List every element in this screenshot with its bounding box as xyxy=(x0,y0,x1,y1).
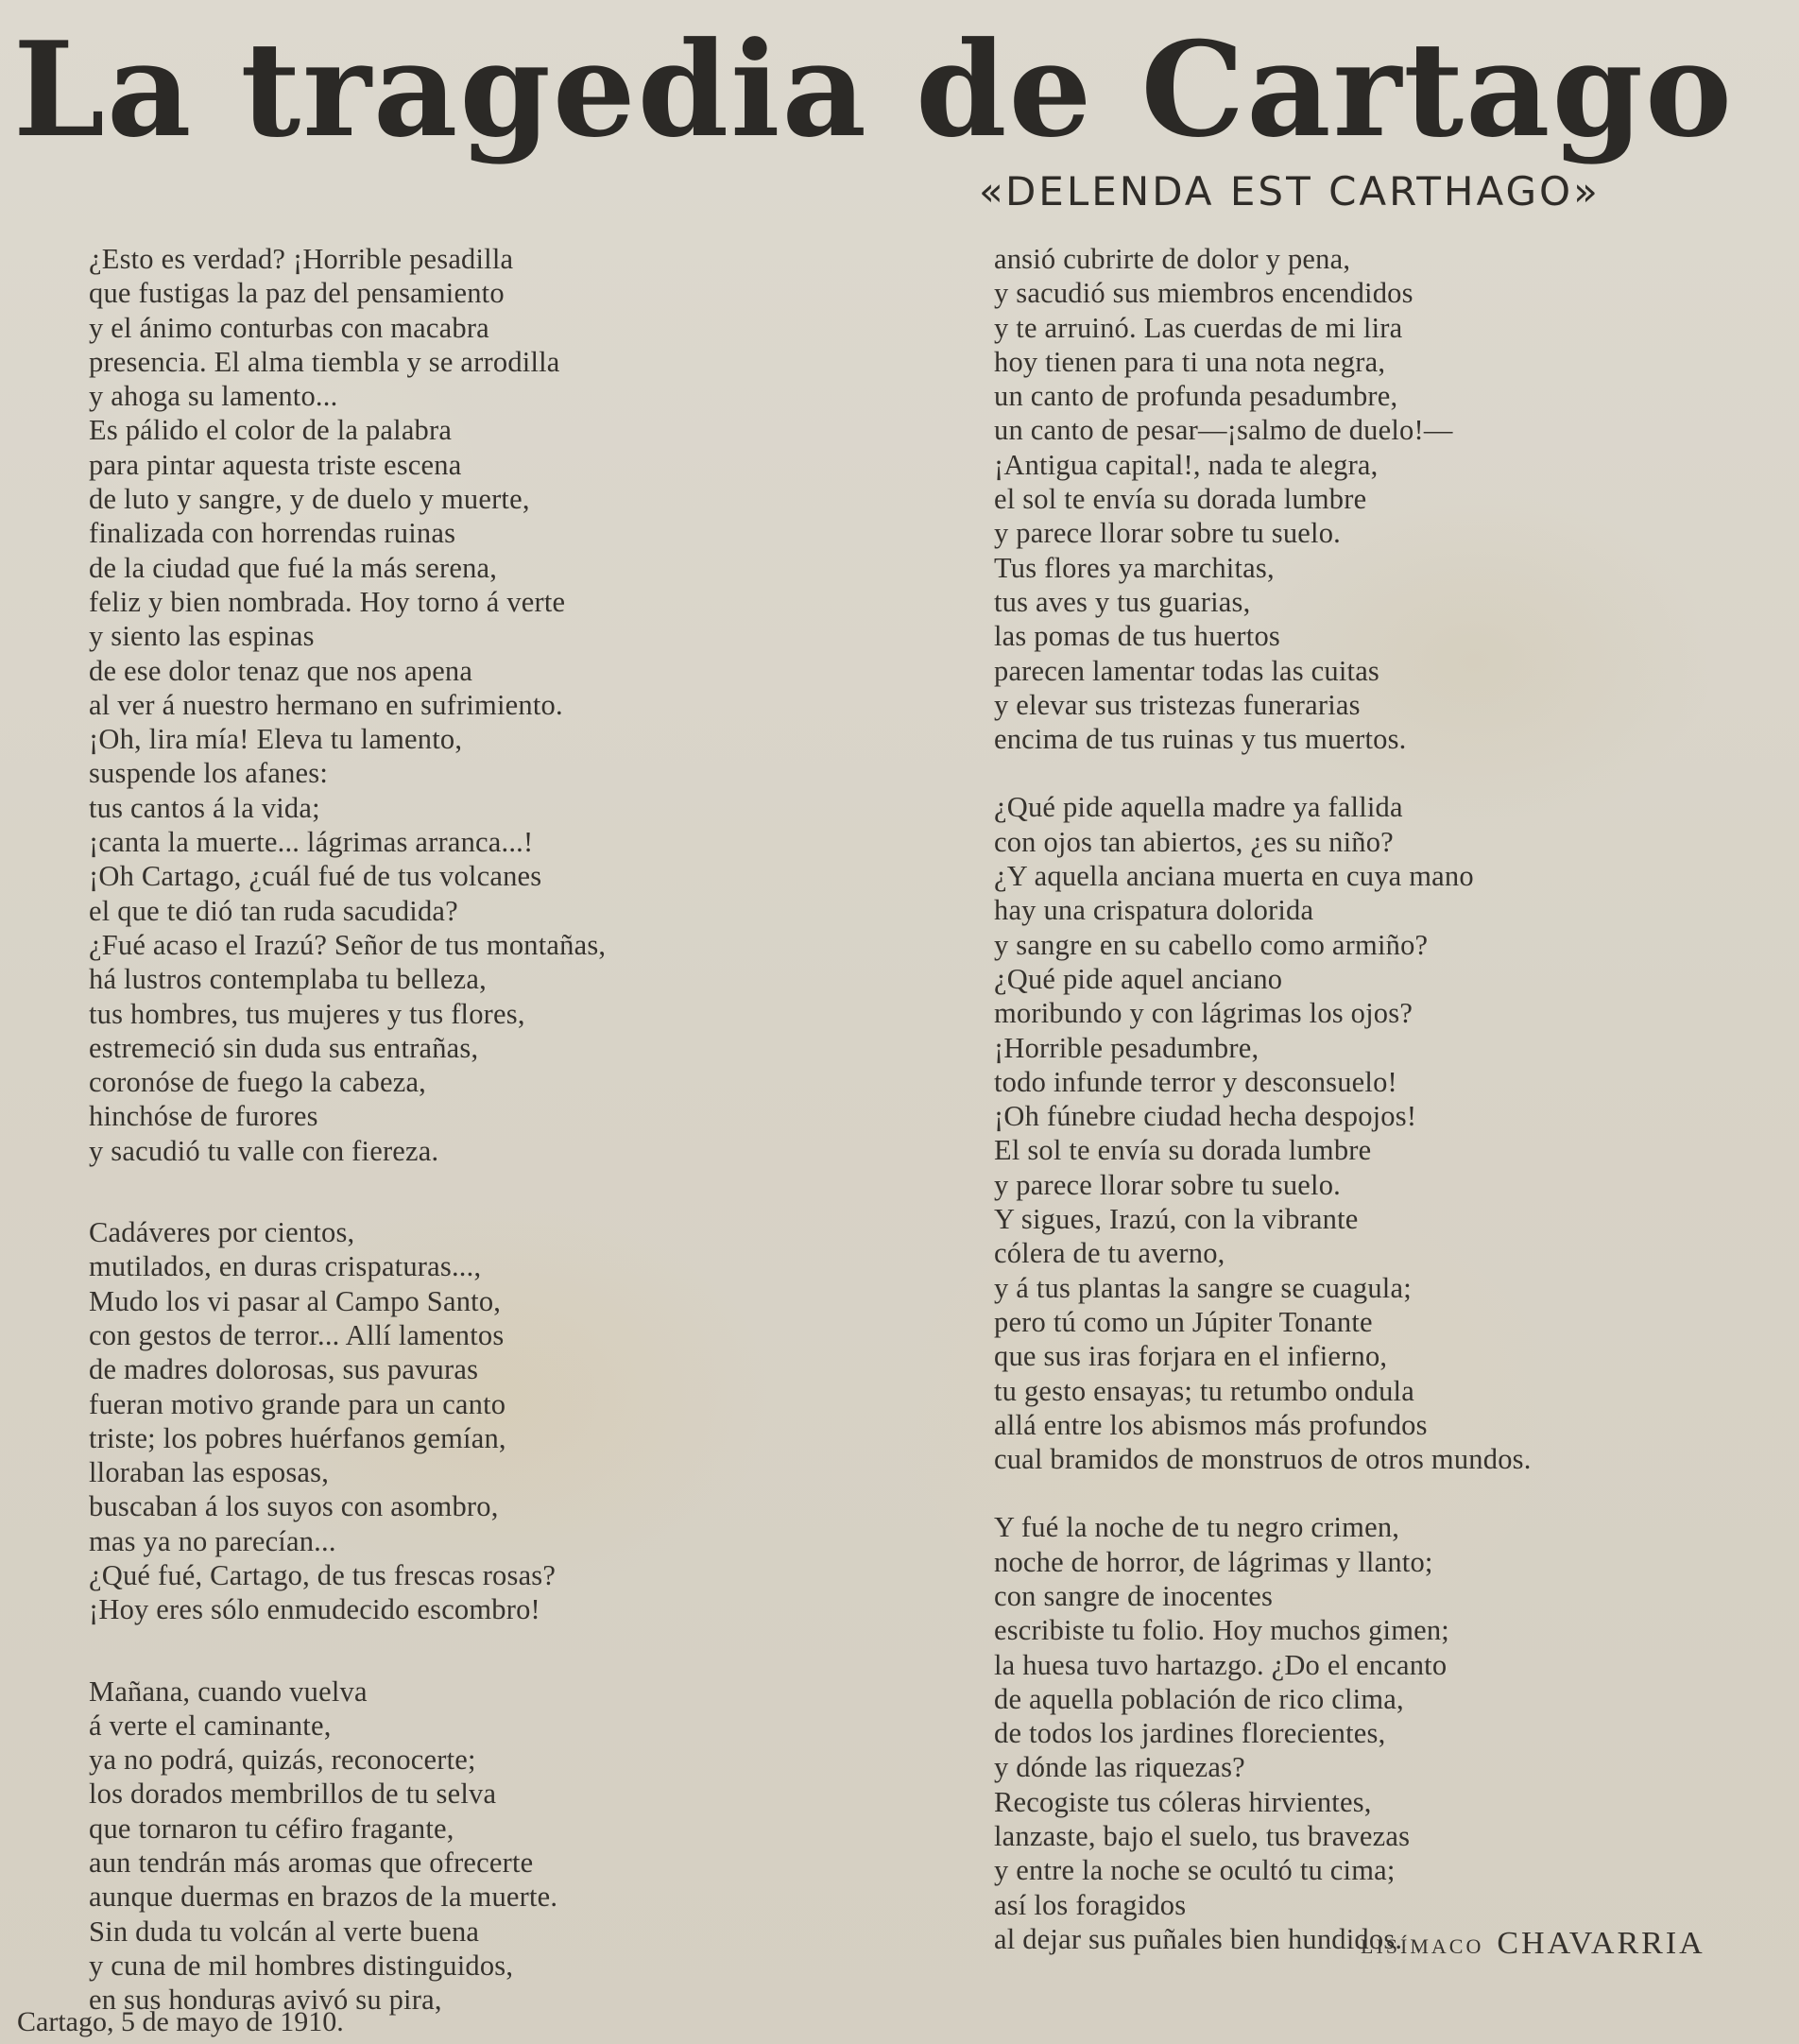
poem-line: coronóse de fuego la cabeza, xyxy=(89,1066,427,1099)
poem-line: tus hombres, tus mujeres y tus flores, xyxy=(89,997,525,1030)
poem-line: que tornaron tu céfiro fragante, xyxy=(89,1812,454,1845)
poem-line: Recogiste tus cóleras hirvientes, xyxy=(994,1785,1372,1818)
poem-line: y ahoga su lamento... xyxy=(89,380,338,413)
dateline: Cartago, 5 de mayo de 1910. xyxy=(17,2006,344,2037)
poem-line: cólera de tu averno, xyxy=(994,1237,1225,1270)
poem-line: presencia. El alma tiembla y se arrodilla xyxy=(89,345,560,378)
poem-line: ¡Horrible pesadumbre, xyxy=(994,1031,1259,1064)
poem-line: há lustros contemplaba tu belleza, xyxy=(89,963,487,996)
poem-line: tu gesto ensayas; tu retumbo ondula xyxy=(994,1374,1414,1407)
poem-subtitle: «DELENDA EST CARTHAGO» xyxy=(979,168,1601,215)
poem-line: todo infunde terror y desconsuelo! xyxy=(994,1065,1397,1098)
poem-line: ¡Oh fúnebre ciudad hecha despojos! xyxy=(994,1100,1417,1133)
poem-line: mutilados, en duras crispaturas..., xyxy=(89,1250,482,1283)
author-signature xyxy=(1361,1926,1705,1962)
poem-line: finalizada con horrendas ruinas xyxy=(89,517,456,550)
poem-line: de ese dolor tenaz que nos apena xyxy=(89,654,473,687)
poem-line: hay una crispatura dolorida xyxy=(994,894,1314,927)
poem-line: al ver á nuestro hermano en sufrimiento. xyxy=(89,688,563,721)
poem-column-left xyxy=(89,242,807,2018)
poem-line: y te arruinó. Las cuerdas de mi lira xyxy=(994,311,1403,344)
poem-line: El sol te envía su dorada lumbre xyxy=(994,1134,1372,1167)
poem-line: Y fué la noche de tu negro crimen, xyxy=(994,1511,1400,1544)
poem-line: ¡Oh, lira mía! Eleva tu lamento, xyxy=(89,723,463,756)
poem-line: ansió cubrirte de dolor y pena, xyxy=(994,243,1351,275)
poem-line: fueran motivo grande para un canto xyxy=(89,1387,506,1420)
poem-line: que sus iras forjara en el infierno, xyxy=(994,1340,1388,1373)
poem-line: ¿Qué pide aquella madre ya fallida xyxy=(994,791,1403,824)
poem-stanza xyxy=(89,242,807,1168)
poem-line: ¡Hoy eres sólo enmudecido escombro! xyxy=(89,1593,540,1626)
poem-line: escribiste tu folio. Hoy muchos gimen; xyxy=(994,1614,1449,1647)
poem-line: de luto y sangre, y de duelo y muerte, xyxy=(89,483,530,516)
poem-line: de la ciudad que fué la más serena, xyxy=(89,551,498,584)
poem-line: tus aves y tus guarias, xyxy=(994,585,1251,618)
poem-line: ¡Antigua capital!, nada te alegra, xyxy=(994,448,1379,481)
poem-line: para pintar aquesta triste escena xyxy=(89,448,462,481)
poem-line: y á tus plantas la sangre se cuagula; xyxy=(994,1271,1412,1304)
poem-line: de todos los jardines florecientes, xyxy=(994,1717,1386,1750)
poem-line: estremeció sin duda sus entrañas, xyxy=(89,1031,479,1064)
poem-column-right xyxy=(994,242,1750,1956)
poem-line: Tus flores ya marchitas, xyxy=(994,551,1275,584)
poem-line: con gestos de terror... Allí lamentos xyxy=(89,1318,505,1351)
author-last-name: CHAVARRIA xyxy=(1497,1926,1705,1961)
poem-line: el que te dió tan ruda sacudida? xyxy=(89,894,458,927)
poem-line: hoy tienen para ti una nota negra, xyxy=(994,345,1386,378)
poem-line: de madres dolorosas, sus pavuras xyxy=(89,1353,479,1386)
poem-line: Mañana, cuando vuelva xyxy=(89,1675,368,1708)
author-first-name: LISÍMACO xyxy=(1361,1934,1484,1958)
poem-line: ¿Qué fué, Cartago, de tus frescas rosas? xyxy=(89,1558,557,1591)
poem-line: y dónde las riquezas? xyxy=(994,1751,1245,1784)
poem-stanza xyxy=(994,790,1750,1476)
poem-line: que fustigas la paz del pensamiento xyxy=(89,277,505,310)
poem-line: y sacudió sus miembros encendidos xyxy=(994,277,1414,310)
poem-line: tus cantos á la vida; xyxy=(89,791,320,824)
poem-line: al dejar sus puñales bien hundidos. xyxy=(994,1922,1403,1955)
poem-line: allá entre los abismos más profundos xyxy=(994,1408,1428,1441)
poem-line: Sin duda tu volcán al verte buena xyxy=(89,1915,480,1948)
poem-line: y el ánimo conturbas con macabra xyxy=(89,311,489,344)
poem-line: ¡Oh Cartago, ¿cuál fué de tus volcanes xyxy=(89,860,542,893)
poem-line: así los foragidos xyxy=(994,1888,1187,1921)
poem-title: La tragedia de Cartago xyxy=(13,12,1735,166)
poem-line: suspende los afanes: xyxy=(89,757,329,790)
poem-line: Cadáveres por cientos, xyxy=(89,1216,355,1249)
poem-line: la huesa tuvo hartazgo. ¿Do el encanto xyxy=(994,1648,1448,1681)
poem-line: Mudo los vi pasar al Campo Santo, xyxy=(89,1284,502,1317)
poem-stanza xyxy=(994,242,1750,756)
poem-line: y sangre en su cabello como armiño? xyxy=(994,928,1429,961)
poem-line: cual bramidos de monstruos de otros mundos. xyxy=(994,1443,1532,1476)
poem-line: y parece llorar sobre tu suelo. xyxy=(994,1168,1341,1201)
poem-line: ¿Y aquella anciana muerta en cuya mano xyxy=(994,860,1474,893)
poem-line: aunque duermas en brazos de la muerte. xyxy=(89,1881,558,1914)
poem-line: buscaban á los suyos con asombro, xyxy=(89,1490,499,1523)
poem-line: á verte el caminante, xyxy=(89,1709,332,1742)
poem-stanza xyxy=(994,1510,1750,1956)
poem-line: las pomas de tus huertos xyxy=(994,620,1280,653)
poem-line: y sacudió tu valle con fiereza. xyxy=(89,1134,439,1167)
poem-line: con ojos tan abiertos, ¿es su niño? xyxy=(994,825,1394,858)
poem-line: parecen lamentar todas las cuitas xyxy=(994,654,1379,687)
poem-line: feliz y bien nombrada. Hoy torno á verte xyxy=(89,585,566,618)
poem-line: Y sigues, Irazú, con la vibrante xyxy=(994,1203,1359,1236)
poem-stanza xyxy=(89,1215,807,1627)
poem-line: pero tú como un Júpiter Tonante xyxy=(994,1305,1373,1338)
poem-line: ¿Fué acaso el Irazú? Señor de tus montañas, xyxy=(89,928,607,961)
poem-line: noche de horror, de lágrimas y llanto; xyxy=(994,1545,1433,1578)
poem-line: moribundo y con lágrimas los ojos? xyxy=(994,997,1414,1030)
poem-line: ¿Esto es verdad? ¡Horrible pesadilla xyxy=(89,243,514,275)
poem-line: en sus honduras avivó su pira, xyxy=(89,1984,442,2017)
poem-line: un canto de profunda pesadumbre, xyxy=(994,380,1398,413)
poem-line: Es pálido el color de la palabra xyxy=(89,414,453,447)
poem-stanza xyxy=(89,1675,807,2018)
poem-line: y elevar sus tristezas funerarias xyxy=(994,688,1361,721)
poem-line: ¡canta la muerte... lágrimas arranca...! xyxy=(89,826,534,859)
poem-line: encima de tus ruinas y tus muertos. xyxy=(994,723,1407,756)
poem-line: el sol te envía su dorada lumbre xyxy=(994,483,1367,516)
poem-line: lanzaste, bajo el suelo, tus bravezas xyxy=(994,1820,1411,1853)
poem-line: un canto de pesar—¡salmo de duelo!— xyxy=(994,414,1453,447)
poem-line: triste; los pobres huérfanos gemían, xyxy=(89,1421,506,1454)
poem-line: y siento las espinas xyxy=(89,620,315,653)
poem-line: ya no podrá, quizás, reconocerte; xyxy=(89,1743,476,1777)
poem-line: y cuna de mil hombres distinguidos, xyxy=(89,1949,514,1982)
poem-line: con sangre de inocentes xyxy=(994,1579,1274,1612)
poem-line: hinchóse de furores xyxy=(89,1100,318,1133)
poem-line: ¿Qué pide aquel anciano xyxy=(994,962,1283,995)
poem-line: de aquella población de rico clima, xyxy=(994,1682,1404,1715)
poem-line: los dorados membrillos de tu selva xyxy=(89,1778,497,1811)
poem-line: y entre la noche se ocultó tu cima; xyxy=(994,1854,1396,1887)
poem-line: y parece llorar sobre tu suelo. xyxy=(994,517,1341,550)
poem-line: aun tendrán más aromas que ofrecerte xyxy=(89,1846,534,1880)
poem-line: mas ya no parecían... xyxy=(89,1524,336,1557)
poem-line: lloraban las esposas, xyxy=(89,1456,330,1489)
